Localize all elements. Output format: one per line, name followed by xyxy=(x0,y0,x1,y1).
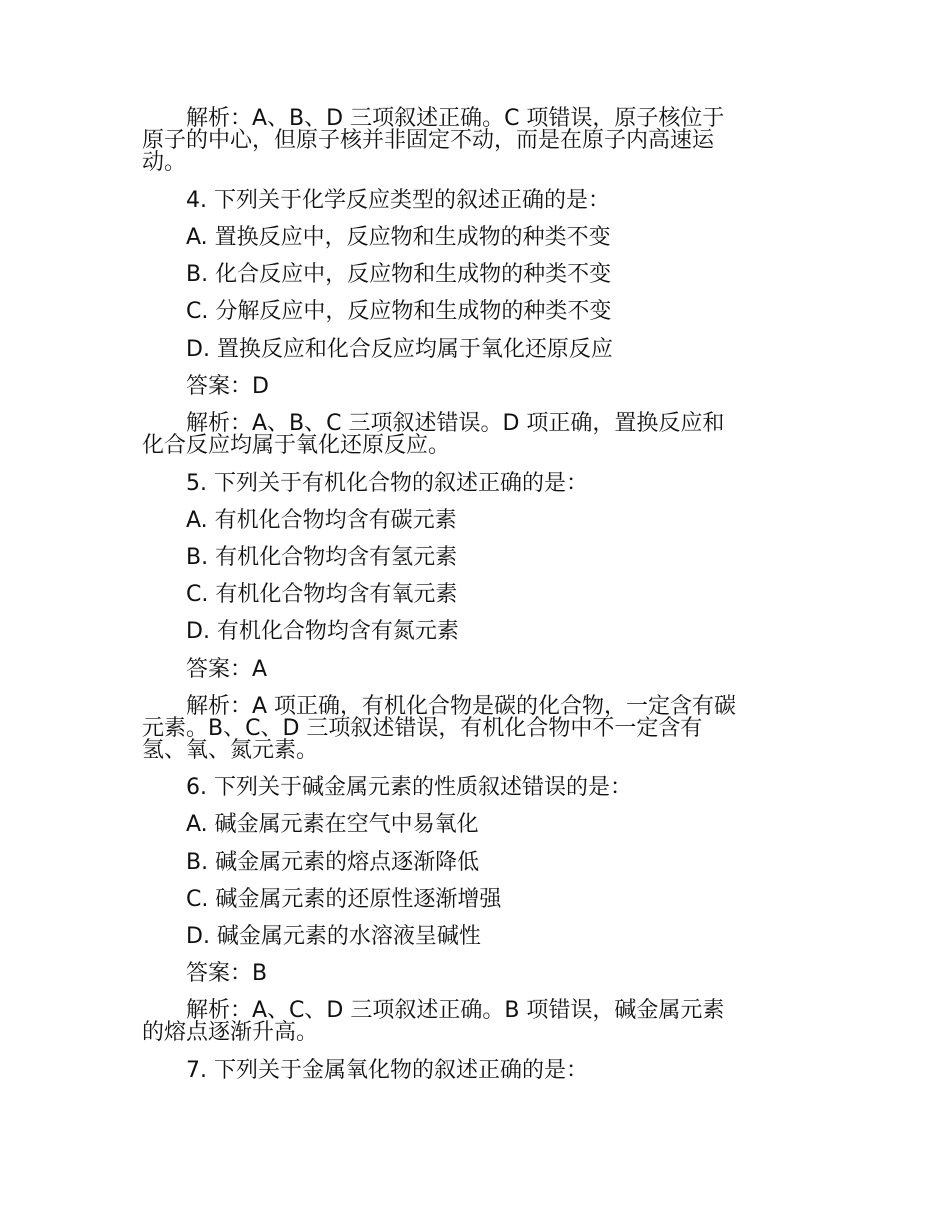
text-line: 解析：A、C、D 三项叙述正确。B 项错误，碱金属元素 xyxy=(186,998,725,1023)
answer-line: 答案：D xyxy=(186,374,269,399)
option-a: A. 有机化合物均含有碳元素 xyxy=(186,508,457,533)
question-7: 7. 下列关于金属氧化物的叙述正确的是： xyxy=(186,1058,588,1083)
analysis-paragraph xyxy=(142,1000,802,1044)
option-d: D. 有机化合物均含有氮元素 xyxy=(186,619,459,644)
question-6: 6. 下列关于碱金属元素的性质叙述错误的是： xyxy=(186,775,632,800)
option-c: C. 碱金属元素的还原性逐渐增强 xyxy=(186,887,502,912)
text-line: 的熔点逐渐升高。 xyxy=(142,1020,319,1045)
option-d: D. 碱金属元素的水溶液呈碱性 xyxy=(186,924,481,949)
text-line: 元素。B、C、D 三项叙述错误，有机化合物中不一定含有 xyxy=(142,716,703,741)
text-line: 解析：A、B、C 三项叙述错误。D 项正确，置换反应和 xyxy=(186,411,725,436)
option-a: A. 置换反应中，反应物和生成物的种类不变 xyxy=(186,225,611,250)
analysis-paragraph xyxy=(142,108,802,174)
analysis-paragraph xyxy=(142,696,802,762)
text-line: 动。 xyxy=(142,150,187,175)
option-a: A. 碱金属元素在空气中易氧化 xyxy=(186,812,479,837)
option-b: B. 有机化合物均含有氢元素 xyxy=(186,545,458,570)
option-b: B. 化合反应中，反应物和生成物的种类不变 xyxy=(186,262,612,287)
option-b: B. 碱金属元素的熔点逐渐降低 xyxy=(186,850,480,875)
option-c: C. 分解反应中，反应物和生成物的种类不变 xyxy=(186,299,612,324)
answer-line: 答案：B xyxy=(186,961,268,986)
question-4: 4. 下列关于化学反应类型的叙述正确的是： xyxy=(186,188,610,213)
text-line: 氢、氧、氮元素。 xyxy=(142,738,319,763)
analysis-paragraph xyxy=(142,413,802,457)
text-line: 化合反应均属于氧化还原反应。 xyxy=(142,433,451,458)
option-d: D. 置换反应和化合反应均属于氧化还原反应 xyxy=(186,337,613,362)
text-line: 原子的中心，但原子核并非固定不动，而是在原子内高速运 xyxy=(142,128,715,153)
option-c: C. 有机化合物均含有氧元素 xyxy=(186,582,458,607)
question-5: 5. 下列关于有机化合物的叙述正确的是： xyxy=(186,471,588,496)
text-line: 解析：A、B、D 三项叙述正确。C 项错误，原子核位于 xyxy=(186,106,725,131)
text-line: 解析：A 项正确，有机化合物是碳的化合物，一定含有碳 xyxy=(186,694,737,719)
answer-line: 答案：A xyxy=(186,657,268,682)
